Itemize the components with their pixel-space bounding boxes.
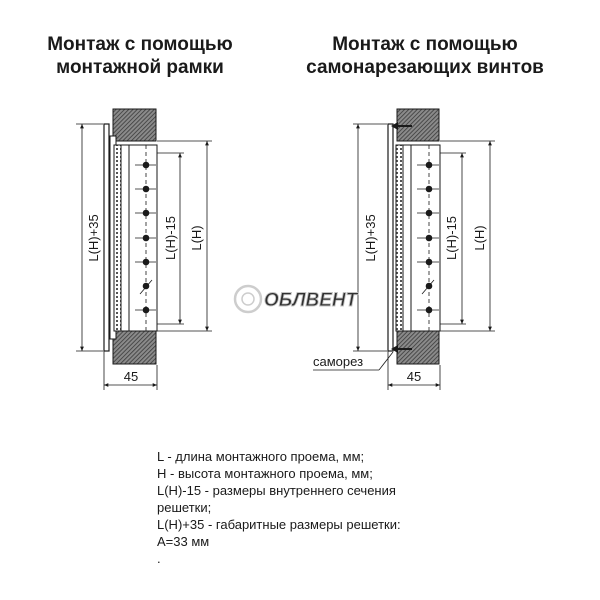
frame-mount-heading: Монтаж с помощью монтажной рамки [47,34,233,78]
wall-top [113,109,156,141]
legend-item: L(H)+35 - габаритные размеры решетки: [157,517,401,532]
legend-item: решетки; [157,500,212,515]
screw-callout-label: саморез [313,354,364,369]
louver-pivots [143,162,150,314]
oblvent-watermark [235,286,359,312]
dimension-depth-label: 45 [406,369,422,384]
dimension-opening-label: L(H) [189,225,204,251]
dimension-inner-label: L(H)-15 [444,215,459,261]
screw-mount-heading: Монтаж с помощью самонарезающих винтов [306,34,544,78]
legend-item: H - высота монтажного проема, мм; [157,466,373,481]
dimension-overall-label: L(H)+35 [86,214,101,262]
legend-item: L(H)-15 - размеры внутреннего сечения [157,483,396,498]
wall-bottom [113,331,156,364]
grille-face-plate [388,124,393,351]
screw-leader-pointer [379,352,393,370]
dimension-overall-label: L(H)+35 [363,214,378,262]
dimension-opening-label: L(H) [472,225,487,251]
grille-mesh [114,145,121,331]
legend-list [157,448,457,567]
grille-face-plate [104,124,109,351]
dimension-inner-label: L(H)-15 [163,215,178,261]
louver-pivots [426,162,433,314]
legend-item: A=33 мм [157,534,210,549]
frame-mount-drawing [76,109,212,390]
wall-bottom [397,331,439,364]
screw-mount-drawing [313,109,495,390]
legend-item: . [157,551,161,566]
legend-item: L - длина монтажного проема, мм; [157,449,365,464]
dimension-depth-label: 45 [123,369,139,384]
watermark-text: ОБЛВЕНТ [264,290,358,311]
grille-mesh [396,145,403,331]
